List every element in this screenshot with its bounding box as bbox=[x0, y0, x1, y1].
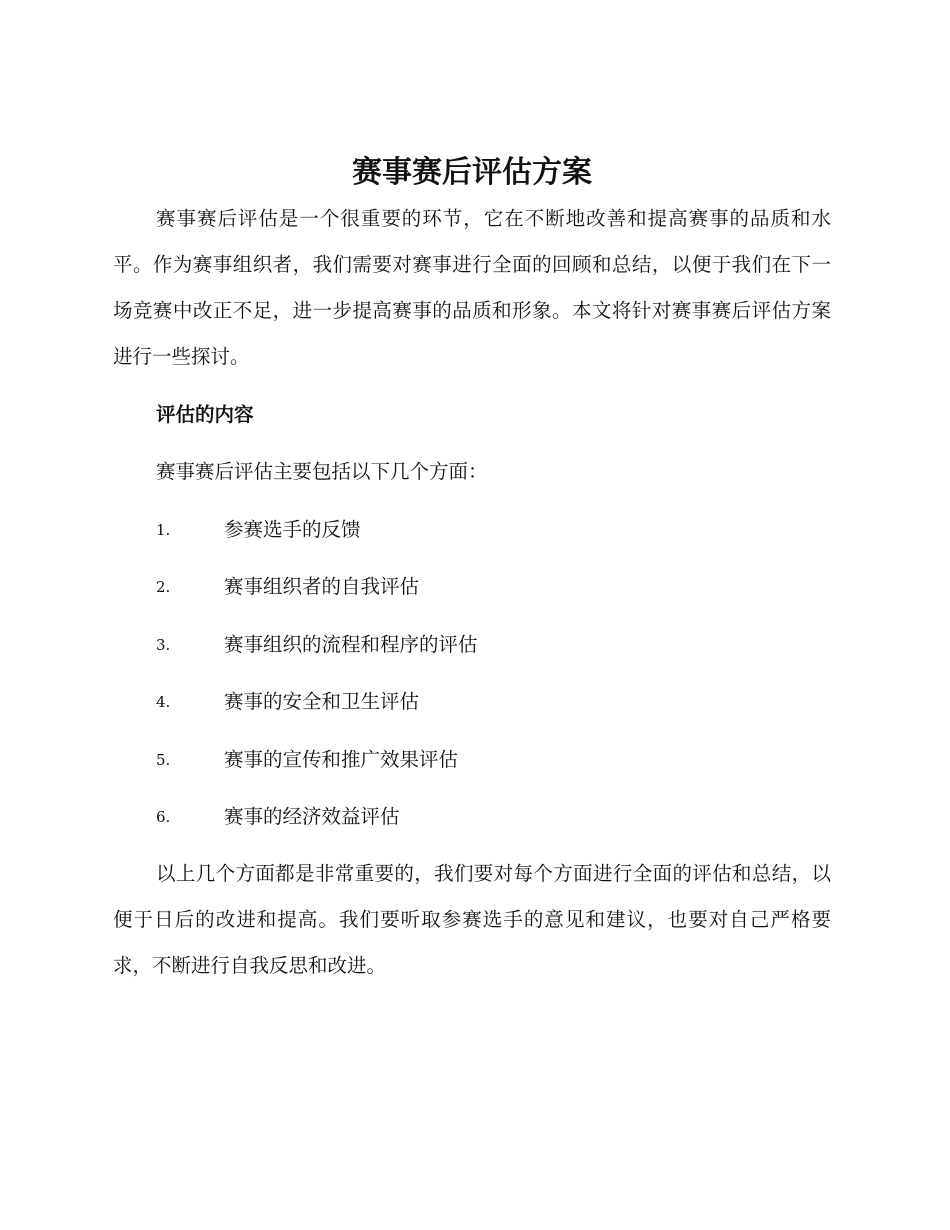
list-item bbox=[113, 507, 831, 553]
closing-paragraph: 以上几个方面都是非常重要的，我们要对每个方面进行全面的评估和总结，以便于日后的改进和提高。我们要听取参赛选手的意见和建议，也要对自己严格要求，不断进行自我反思和改进。 bbox=[113, 862, 831, 977]
document-page bbox=[113, 150, 831, 989]
list-item bbox=[113, 737, 831, 783]
list-item-number: 3. bbox=[156, 635, 171, 654]
list-item-text: 参赛选手的反馈 bbox=[224, 517, 361, 541]
list-item bbox=[113, 794, 831, 840]
list-item bbox=[113, 622, 831, 668]
list-item bbox=[113, 564, 831, 610]
list-item bbox=[113, 679, 831, 725]
intro-paragraph: 赛事赛后评估是一个很重要的环节，它在不断地改善和提高赛事的品质和水平。作为赛事组织者，我们需要对赛事进行全面的回顾和总结，以便于我们在下一场竞赛中改正不足，进一步提高赛事的品质和形象。本文将针对赛事赛后评估方案进行一些探讨。 bbox=[113, 207, 831, 368]
list-item-number: 4. bbox=[156, 693, 171, 711]
list-item-number: 1. bbox=[156, 520, 171, 539]
list-item-number: 6. bbox=[156, 808, 171, 826]
list-item-text: 赛事的宣传和推广效果评估 bbox=[224, 747, 459, 771]
list-item-text: 赛事的经济效益评估 bbox=[224, 805, 400, 828]
list-item-number: 5. bbox=[156, 750, 171, 769]
evaluation-list bbox=[113, 507, 831, 841]
list-item-text: 赛事组织的流程和程序的评估 bbox=[224, 632, 478, 656]
document-title: 赛事赛后评估方案 bbox=[352, 155, 592, 190]
section-heading: 评估的内容 bbox=[156, 403, 254, 426]
list-item-number: 2. bbox=[156, 578, 171, 596]
section-intro: 赛事赛后评估主要包括以下几个方面： bbox=[156, 460, 488, 483]
list-item-text: 赛事组织者的自我评估 bbox=[224, 575, 420, 598]
list-item-text: 赛事的安全和卫生评估 bbox=[224, 690, 420, 713]
